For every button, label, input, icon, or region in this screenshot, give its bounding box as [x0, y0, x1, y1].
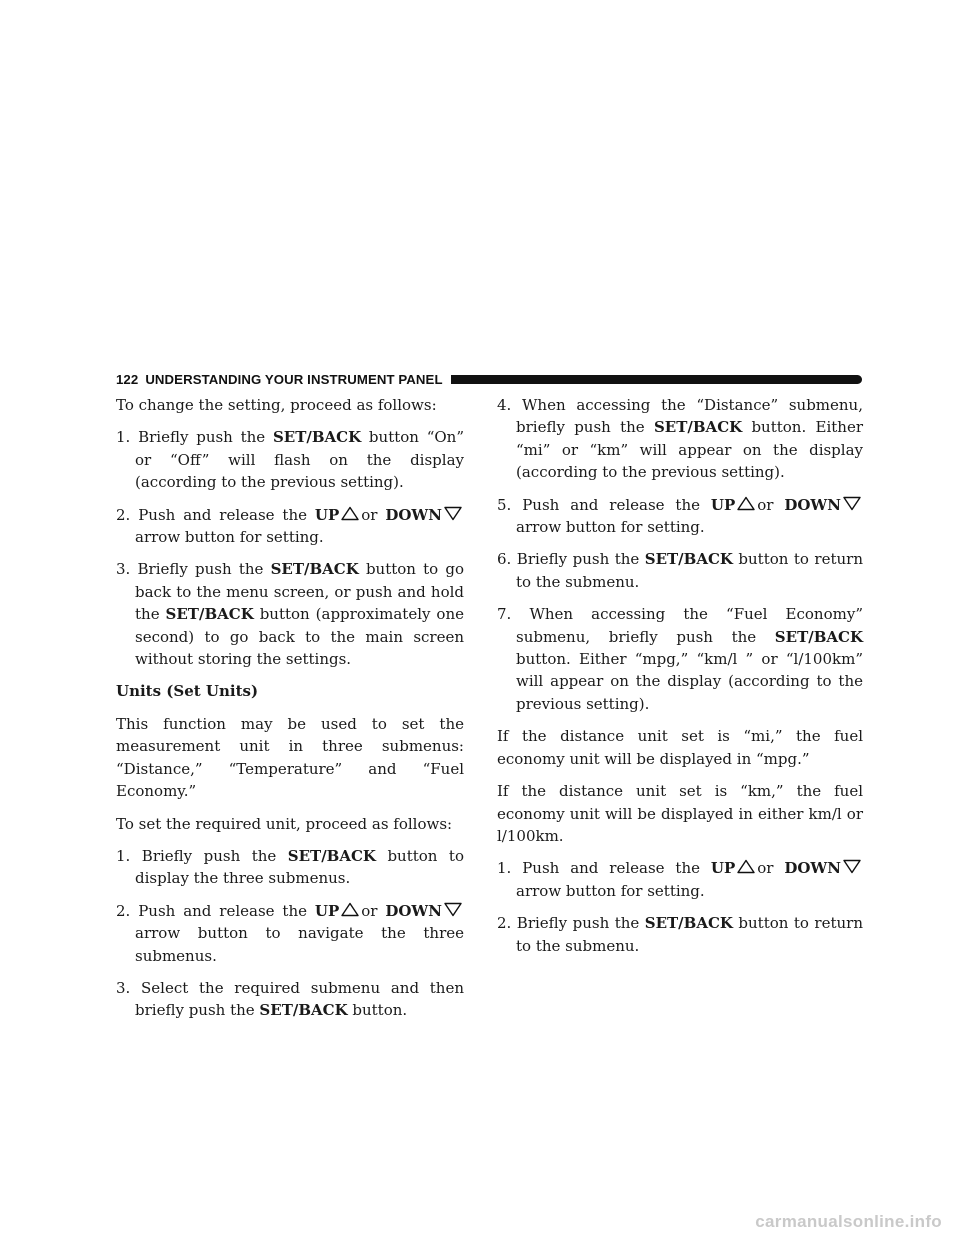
- watermark: carmanualsonline.info: [755, 1212, 942, 1231]
- down-triangle-icon: [842, 859, 862, 874]
- left-column: [116, 394, 464, 1032]
- down-triangle-icon: [443, 902, 463, 917]
- list-item: 5. Push and release the UP or DOWN arrow button for setting.: [497, 494, 863, 539]
- section-heading: Units (Set Units): [116, 682, 259, 701]
- intro-paragraph: To change the setting, proceed as follows:: [116, 396, 437, 414]
- up-triangle-icon: [340, 902, 360, 917]
- up-triangle-icon: [736, 496, 756, 511]
- note-paragraph: If the distance unit set is “km,” the fuel economy unit will be displayed in either km/l or l/100km.: [497, 782, 863, 845]
- up-triangle-icon: [340, 506, 360, 521]
- section-title: UNDERSTANDING YOUR INSTRUMENT PANEL: [145, 371, 443, 387]
- description-paragraph: This function may be used to set the measurement unit in three submenus: “Distance,” “Temperature” and “Fuel Economy.”: [116, 714, 464, 801]
- page-number: 122: [116, 371, 139, 387]
- page-header: [116, 371, 862, 387]
- list-item: 1. Briefly push the SET/BACK button to display the three submenus.: [116, 846, 464, 888]
- list-item: 7. When accessing the “Fuel Economy” submenu, briefly push the SET/BACK button. Either “mpg,” “km/l ” or “l/100km” will appear on the display (according to the previous setting).: [497, 605, 863, 713]
- up-triangle-icon: [736, 859, 756, 874]
- list-item: 2. Push and release the UP or DOWN arrow button for setting.: [116, 504, 464, 549]
- list-item: 2. Push and release the UP or DOWN arrow button to navigate the three submenus.: [116, 901, 464, 965]
- right-column: [497, 394, 863, 967]
- down-triangle-icon: [443, 506, 463, 521]
- list-item: 3. Briefly push the SET/BACK button to go back to the menu screen, or push and hold the SET/BACK button (approximately one second) to go back to the main screen without storing the settings.: [116, 560, 464, 669]
- note-paragraph: If the distance unit set is “mi,” the fuel economy unit will be displayed in “mpg.”: [497, 727, 863, 768]
- list-item: 6. Briefly push the SET/BACK button to return to the submenu.: [497, 550, 863, 591]
- list-item: 3. Select the required submenu and then briefly push the SET/BACK button.: [116, 978, 464, 1020]
- list-item: 4. When accessing the “Distance” submenu, briefly push the SET/BACK button. Either “mi” or “km” will appear on the display (according to the previous setting).: [497, 396, 863, 482]
- intro-paragraph-2: To set the required unit, proceed as follows:: [116, 814, 453, 833]
- down-triangle-icon: [842, 496, 862, 511]
- list-item: 2. Briefly push the SET/BACK button to return to the submenu.: [497, 914, 863, 955]
- header-rule: [451, 375, 862, 384]
- list-item: 1. Briefly push the SET/BACK button “On” or “Off” will flash on the display (according to the previous setting).: [116, 428, 465, 492]
- list-item: 1. Push and release the UP or DOWN arrow button for setting.: [497, 857, 863, 902]
